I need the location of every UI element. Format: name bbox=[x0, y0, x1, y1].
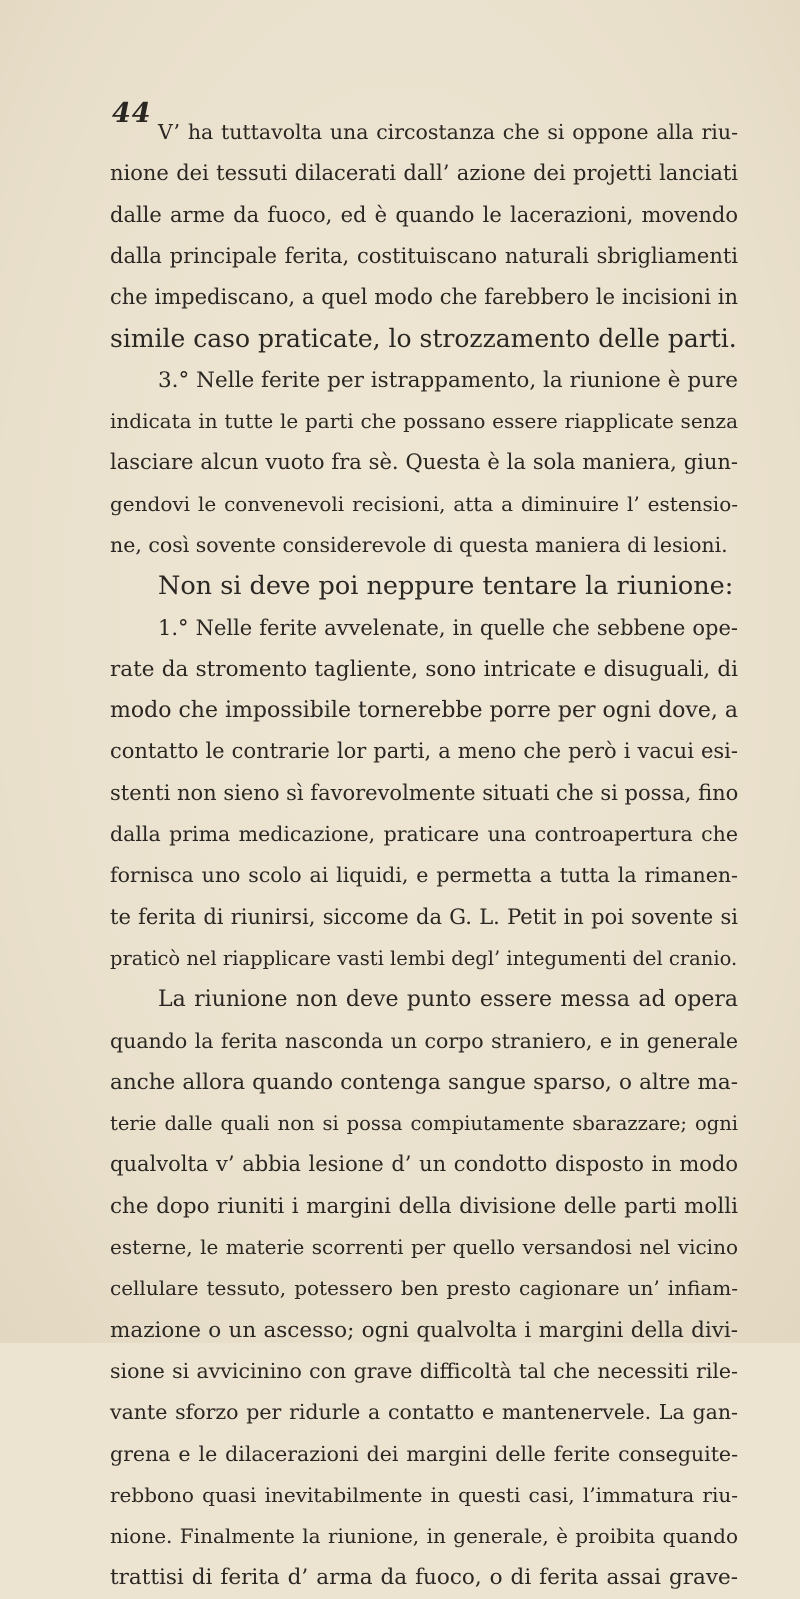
text-line: 3.° Nelle ferite per istrappamento, la riunione è pure bbox=[158, 367, 738, 393]
text-line: stenti non sieno sì favorevolmente situati che si possa, fino bbox=[110, 780, 739, 805]
text-line: lasciare alcun vuoto fra sè. Questa è la sola maniera, giun- bbox=[110, 450, 738, 475]
text-line: V’ ha tuttavolta una circostanza che si oppone alla riu- bbox=[158, 120, 738, 144]
text-line: nione. Finalmente la riunione, in generale, è proibita quando bbox=[110, 1524, 738, 1549]
text-line: rebbono quasi inevitabilmente in questi casi, l’immatura riu- bbox=[110, 1482, 738, 1507]
text-line: dalla principale ferita, costituiscano naturali sbrigliamenti bbox=[110, 243, 738, 268]
text-line: fornisca uno scolo ai liquidi, e permetta a tutta la rimanen- bbox=[110, 863, 738, 888]
text-line: trattisi di ferita d’ arma da fuoco, o di ferita assai grave- bbox=[110, 1565, 738, 1591]
text-line: nione dei tessuti dilacerati dall’ azione dei projetti lanciati bbox=[110, 161, 738, 186]
text-line: gendovi le convenevoli recisioni, atta a diminuire l’ estensio- bbox=[110, 491, 738, 516]
text-line: praticò nel riapplicare vasti lembi degl’ integumenti del cranio. bbox=[110, 946, 738, 970]
text-line: cellulare tessuto, potessero ben presto cagionare un’ infiam- bbox=[110, 1276, 738, 1301]
text-line: rate da stromento tagliente, sono intricate e disuguali, di bbox=[110, 656, 738, 682]
text-line: anche allora quando contenga sangue sparso, o altre ma- bbox=[110, 1069, 738, 1095]
text-line: 1.° Nelle ferite avvelenate, in quelle che sebbene ope- bbox=[158, 615, 738, 640]
text-line: terie dalle quali non si possa compiutamente sbarazzare; ogni bbox=[110, 1112, 738, 1136]
text-line: quando la ferita nasconda un corpo straniero, e in generale bbox=[110, 1028, 738, 1053]
text-line: Non si deve poi neppure tentare la riunione: bbox=[158, 571, 734, 602]
text-line: ne, così sovente considerevole di questa maniera di lesioni. bbox=[110, 532, 728, 557]
text-line: indicata in tutte le parti che possano essere riapplicate senza bbox=[110, 409, 738, 434]
text-line: qualvolta v’ abbia lesione d’ un condotto disposto in modo bbox=[110, 1152, 738, 1177]
text-line: che dopo riuniti i margini della divisione delle parti molli bbox=[110, 1193, 738, 1219]
text-line: esterne, le materie scorrenti per quello versandosi nel vicino bbox=[110, 1235, 738, 1260]
text-line: mazione o un ascesso; ogni qualvolta i margini della divi- bbox=[110, 1317, 738, 1343]
body-text bbox=[110, 112, 738, 1599]
text-line: dalle arme da fuoco, ed è quando le lacerazioni, movendo bbox=[110, 202, 738, 227]
text-line: La riunione non deve punto essere messa ad opera bbox=[158, 987, 738, 1013]
text-line: dalla prima medicazione, praticare una controapertura che bbox=[110, 822, 738, 847]
text-line: sione si avvicinino con grave difficoltà tal che necessiti rile- bbox=[110, 1358, 738, 1383]
text-line: vante sforzo per ridurle a contatto e mantenervele. La gan- bbox=[110, 1400, 738, 1425]
text-line: grena e le dilacerazioni dei margini delle ferite conseguite- bbox=[110, 1441, 738, 1466]
text-line: simile caso praticate, lo strozzamento delle parti. bbox=[110, 324, 737, 354]
text-line: modo che impossibile tornerebbe porre per ogni dove, a bbox=[110, 698, 738, 724]
page-number: 44 bbox=[112, 98, 152, 129]
text-line: che impediscano, a quel modo che farebbero le incisioni in bbox=[110, 285, 738, 310]
text-line: te ferita di riunirsi, siccome da G. L. Petit in poi sovente si bbox=[110, 904, 738, 929]
text-line: contatto le contrarie lor parti, a meno che però i vacui esi- bbox=[110, 739, 738, 764]
